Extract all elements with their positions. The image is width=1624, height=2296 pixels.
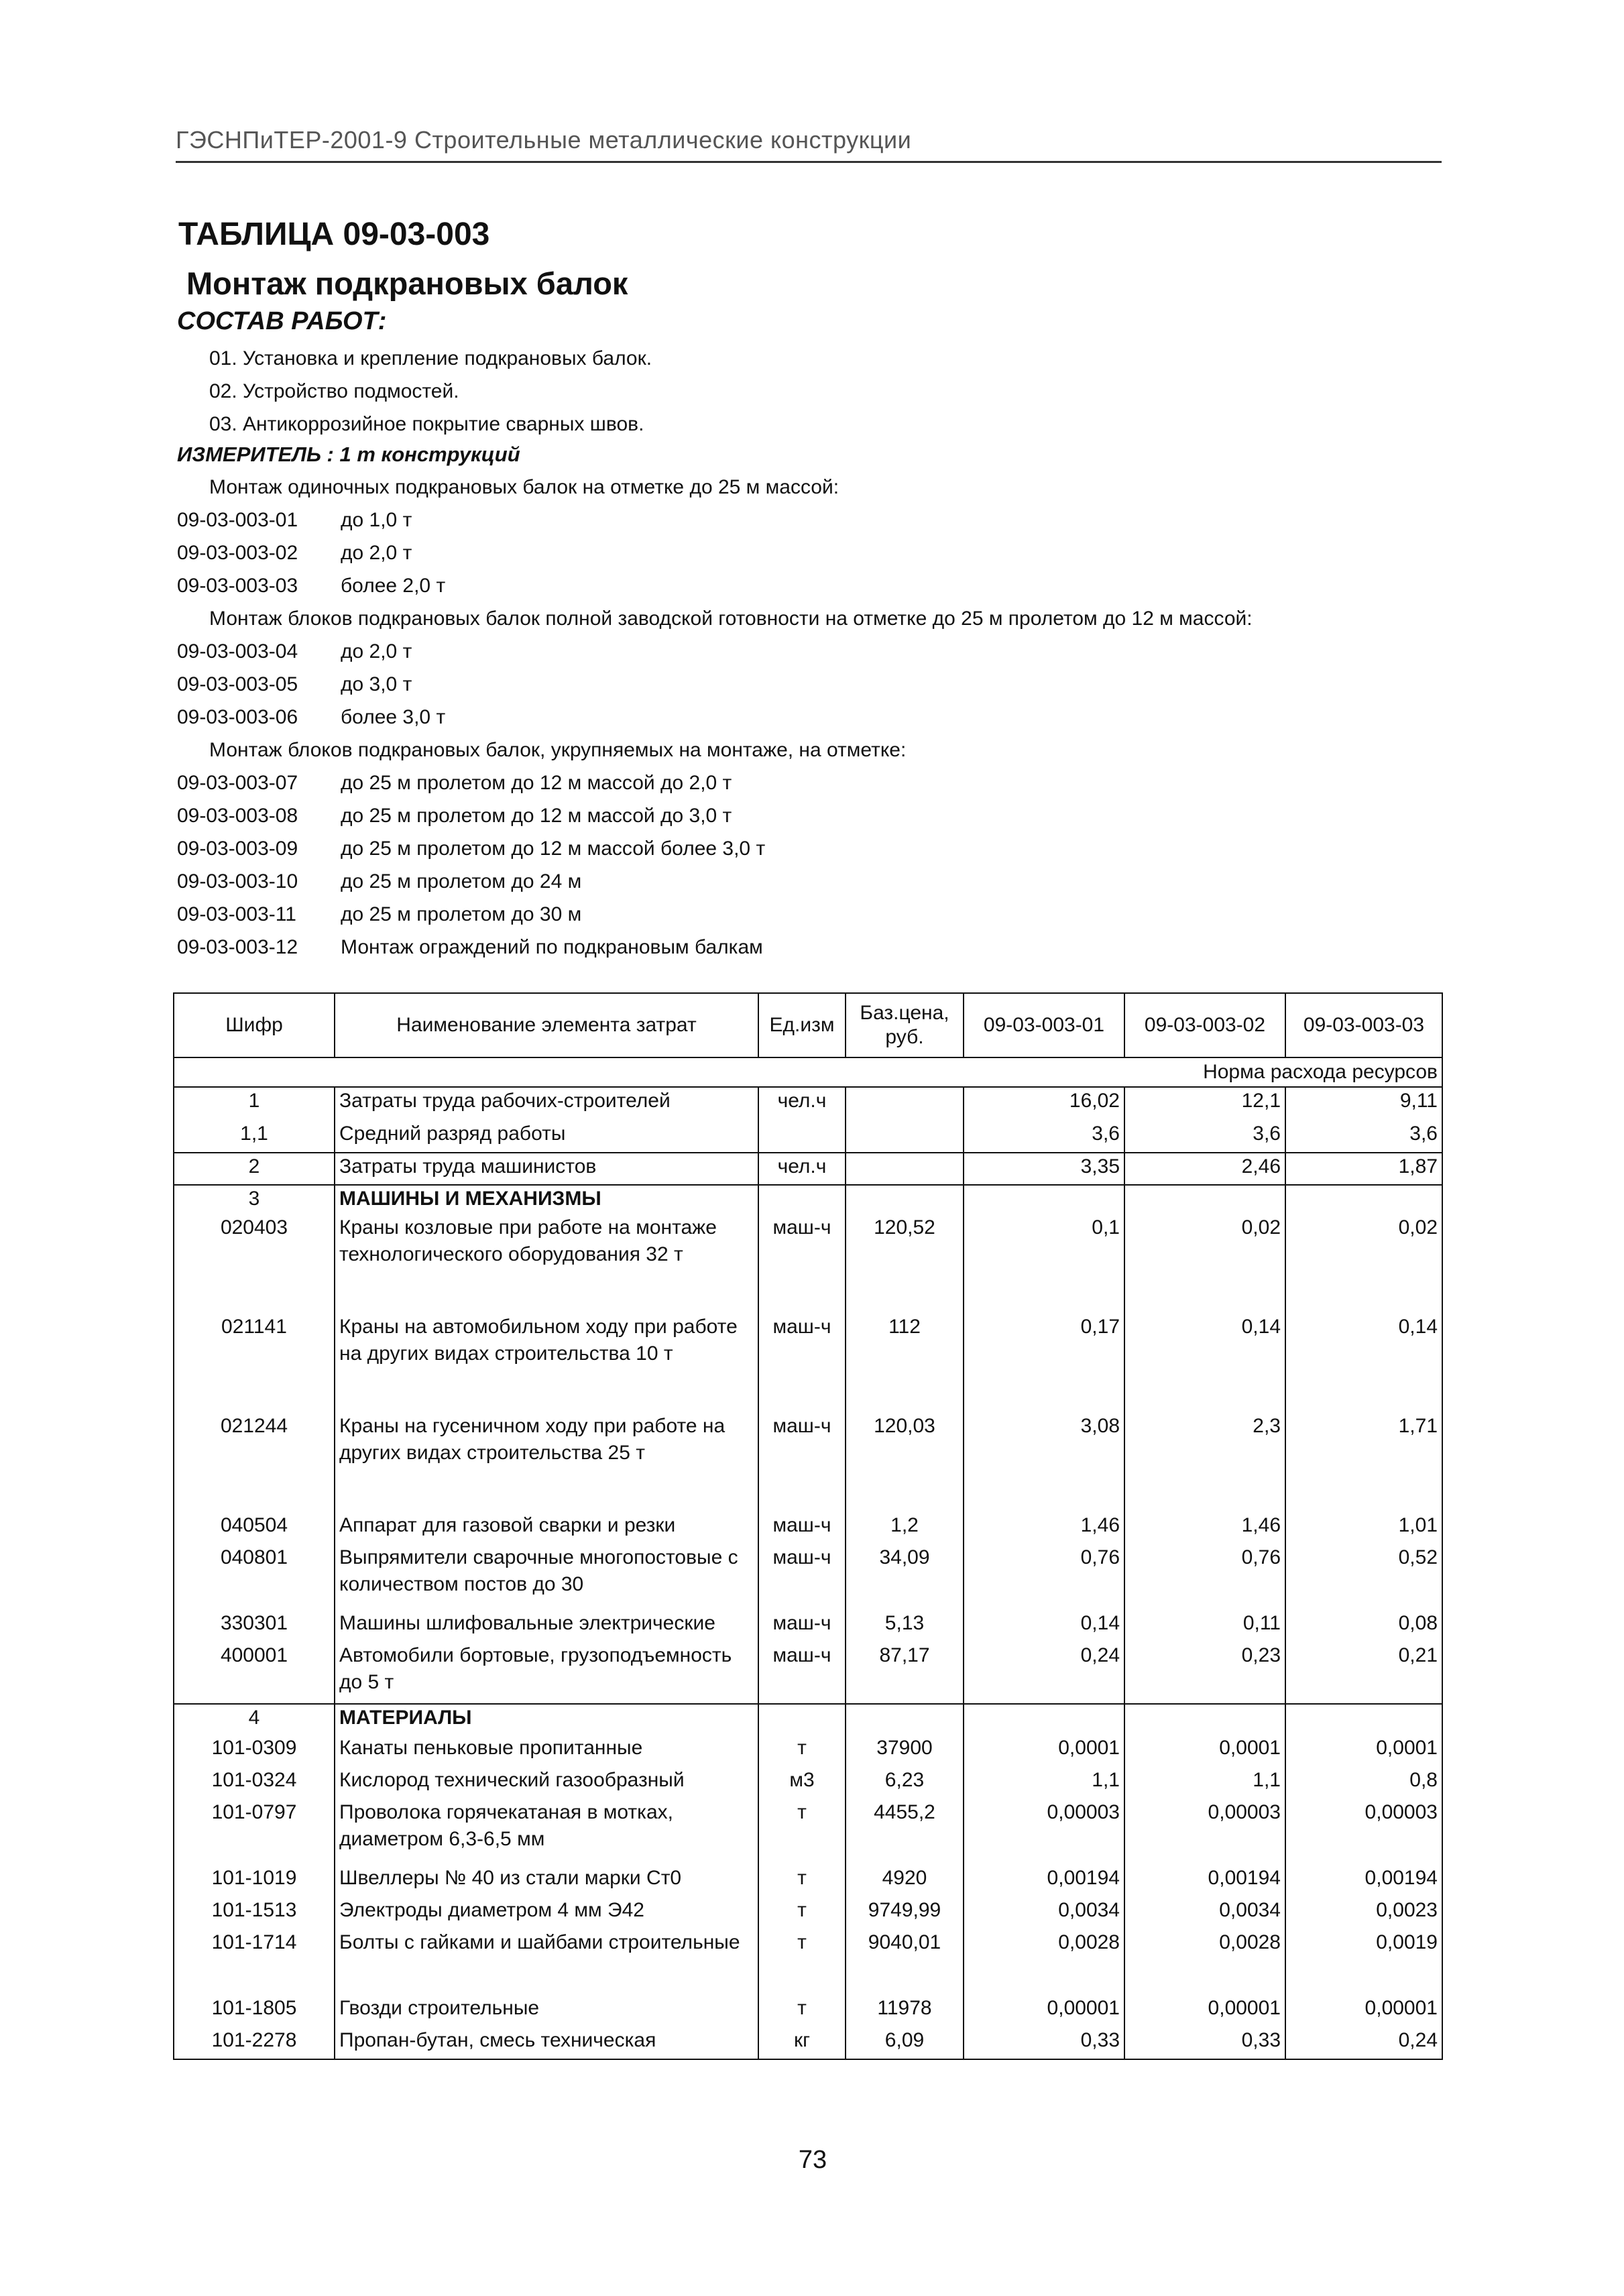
- row-v3: 0,00003: [1285, 1799, 1442, 1865]
- row-price: 37900: [846, 1735, 964, 1767]
- row-v3: 0,08: [1285, 1610, 1442, 1642]
- table-title: ТАБЛИЦА 09-03-003: [178, 217, 490, 252]
- row-price: 4920: [846, 1865, 964, 1897]
- row-name: Затраты труда машинистов: [335, 1153, 758, 1185]
- row-v1: 0,33: [964, 2027, 1124, 2059]
- item-code: 09-03-003-12: [177, 936, 298, 958]
- item-desc: до 25 м пролетом до 24 м: [341, 870, 582, 893]
- item-desc: до 25 м пролетом до 30 м: [341, 903, 582, 925]
- item-desc: до 2,0 т: [341, 640, 412, 663]
- item-code: 09-03-003-05: [177, 673, 298, 695]
- row-code: 101-1714: [174, 1929, 335, 1995]
- row-unit: маш-ч: [758, 1610, 846, 1642]
- row-v2: 2,3: [1124, 1413, 1285, 1512]
- row-price: 6,23: [846, 1767, 964, 1799]
- row-code: 021141: [174, 1314, 335, 1413]
- composition-label: СОСТАВ РАБОТ:: [177, 307, 387, 335]
- row-v3: 0,21: [1285, 1642, 1442, 1704]
- row-v3: 0,52: [1285, 1544, 1442, 1610]
- row-v3: 1,87: [1285, 1153, 1442, 1185]
- row-name: Машины шлифовальные электрические: [335, 1610, 758, 1642]
- running-header: ГЭСНПиТЕР-2001-9 Строительные металлические конструкции: [176, 126, 912, 154]
- group-heading: Монтаж одиночных подкрановых балок на отметке до 25 м массой:: [209, 476, 839, 498]
- col-header-c1: 09-03-003-01: [964, 993, 1124, 1057]
- item-desc: более 2,0 т: [341, 575, 446, 597]
- row-v1: 1,46: [964, 1512, 1124, 1544]
- row-price: 112: [846, 1314, 964, 1413]
- item-desc: до 3,0 т: [341, 673, 412, 695]
- row-unit: чел.ч: [758, 1153, 846, 1185]
- work-item: 02. Устройство подмостей.: [209, 380, 459, 402]
- row-v2: 0,23: [1124, 1642, 1285, 1704]
- row-v3: 9,11: [1285, 1087, 1442, 1121]
- section-code: 4: [174, 1704, 335, 1735]
- row-code: 1,1: [174, 1121, 335, 1153]
- row-unit: т: [758, 1929, 846, 1995]
- row-v1: 0,0001: [964, 1735, 1124, 1767]
- row-code: 400001: [174, 1642, 335, 1704]
- row-v1: 0,0028: [964, 1929, 1124, 1995]
- row-unit: [758, 1121, 846, 1153]
- row-unit: маш-ч: [758, 1214, 846, 1314]
- row-code: 040801: [174, 1544, 335, 1610]
- item-code: 09-03-003-03: [177, 575, 298, 597]
- row-price: 11978: [846, 1995, 964, 2027]
- row-v3: 0,00194: [1285, 1865, 1442, 1897]
- row-v3: 1,01: [1285, 1512, 1442, 1544]
- row-code: 101-1513: [174, 1897, 335, 1929]
- item-code: 09-03-003-08: [177, 805, 298, 827]
- row-unit: маш-ч: [758, 1544, 846, 1610]
- row-price: 120,52: [846, 1214, 964, 1314]
- row-v1: 3,35: [964, 1153, 1124, 1185]
- row-v1: 16,02: [964, 1087, 1124, 1121]
- row-name: Аппарат для газовой сварки и резки: [335, 1512, 758, 1544]
- section-title: МАШИНЫ И МЕХАНИЗМЫ: [335, 1185, 758, 1214]
- row-code: 101-1019: [174, 1865, 335, 1897]
- row-v3: 0,0019: [1285, 1929, 1442, 1995]
- row-price: 9749,99: [846, 1897, 964, 1929]
- row-v2: 1,46: [1124, 1512, 1285, 1544]
- row-unit: маш-ч: [758, 1512, 846, 1544]
- col-header-unit: Ед.изм: [758, 993, 846, 1057]
- row-code: 101-0309: [174, 1735, 335, 1767]
- item-desc: до 25 м пролетом до 12 м массой более 3,0 т: [341, 838, 766, 860]
- row-v3: 0,00001: [1285, 1995, 1442, 2027]
- row-price: [846, 1153, 964, 1185]
- row-code: 101-0324: [174, 1767, 335, 1799]
- row-code: 101-0797: [174, 1799, 335, 1865]
- row-name: Болты с гайками и шайбами строительные: [335, 1929, 758, 1995]
- group-heading: Монтаж блоков подкрановых балок, укрупняемых на монтаже, на отметке:: [209, 739, 907, 761]
- row-name: Гвозди строительные: [335, 1995, 758, 2027]
- row-v2: 0,33: [1124, 2027, 1285, 2059]
- row-v2: 0,02: [1124, 1214, 1285, 1314]
- row-v2: 2,46: [1124, 1153, 1285, 1185]
- row-v3: 1,71: [1285, 1413, 1442, 1512]
- row-name: Проволока горячекатаная в мотках, диаметром 6,3-6,5 мм: [335, 1799, 758, 1865]
- row-code: 040504: [174, 1512, 335, 1544]
- row-v2: 0,0034: [1124, 1897, 1285, 1929]
- item-code: 09-03-003-04: [177, 640, 298, 663]
- row-name: Канаты пеньковые пропитанные: [335, 1735, 758, 1767]
- row-v1: 3,08: [964, 1413, 1124, 1512]
- row-v2: 1,1: [1124, 1767, 1285, 1799]
- row-price: 9040,01: [846, 1929, 964, 1995]
- row-v3: 0,14: [1285, 1314, 1442, 1413]
- meter-label: ИЗМЕРИТЕЛЬ : 1 т конструкций: [177, 443, 520, 466]
- col-header-c2: 09-03-003-02: [1124, 993, 1285, 1057]
- row-name: Кислород технический газообразный: [335, 1767, 758, 1799]
- row-name: Средний разряд работы: [335, 1121, 758, 1153]
- page-number: 73: [798, 2146, 827, 2174]
- row-unit: чел.ч: [758, 1087, 846, 1121]
- row-v3: 3,6: [1285, 1121, 1442, 1153]
- row-code: 101-1805: [174, 1995, 335, 2027]
- resource-table: [173, 992, 1443, 2060]
- row-name: Пропан-бутан, смесь техническая: [335, 2027, 758, 2059]
- item-desc: до 25 м пролетом до 12 м массой до 3,0 т: [341, 805, 732, 827]
- item-code: 09-03-003-01: [177, 509, 298, 531]
- row-price: 1,2: [846, 1512, 964, 1544]
- col-header-code: Шифр: [174, 993, 335, 1057]
- row-unit: т: [758, 1897, 846, 1929]
- item-desc: до 25 м пролетом до 12 м массой до 2,0 т: [341, 772, 732, 794]
- row-price: 87,17: [846, 1642, 964, 1704]
- row-v1: 0,0034: [964, 1897, 1124, 1929]
- row-unit: маш-ч: [758, 1642, 846, 1704]
- row-v2: 0,14: [1124, 1314, 1285, 1413]
- item-code: 09-03-003-06: [177, 706, 298, 728]
- row-v2: 0,00001: [1124, 1995, 1285, 2027]
- row-price: [846, 1121, 964, 1153]
- work-item: 01. Установка и крепление подкрановых балок.: [209, 347, 652, 369]
- item-code: 09-03-003-07: [177, 772, 298, 794]
- row-v1: 0,1: [964, 1214, 1124, 1314]
- section-code: 3: [174, 1185, 335, 1214]
- row-v1: 0,14: [964, 1610, 1124, 1642]
- row-v1: 0,00003: [964, 1799, 1124, 1865]
- row-v3: 0,0001: [1285, 1735, 1442, 1767]
- norm-label: Норма расхода ресурсов: [174, 1057, 1442, 1087]
- section-title: МАТЕРИАЛЫ: [335, 1704, 758, 1735]
- row-price: 34,09: [846, 1544, 964, 1610]
- col-header-price: Баз.цена, руб.: [846, 993, 964, 1057]
- row-name: Швеллеры № 40 из стали марки Ст0: [335, 1865, 758, 1897]
- row-name: Затраты труда рабочих-строителей: [335, 1087, 758, 1121]
- row-unit: маш-ч: [758, 1413, 846, 1512]
- row-code: 101-2278: [174, 2027, 335, 2059]
- machines-rows: [174, 1185, 1442, 1704]
- row-name: Краны на гусеничном ходу при работе на других видах строительства 25 т: [335, 1413, 758, 1512]
- row-v1: 3,6: [964, 1121, 1124, 1153]
- row-price: [846, 1087, 964, 1121]
- labor-rows: [174, 1087, 1442, 1185]
- row-v1: 0,17: [964, 1314, 1124, 1413]
- row-v1: 0,00194: [964, 1865, 1124, 1897]
- row-v1: 0,76: [964, 1544, 1124, 1610]
- group-heading: Монтаж блоков подкрановых балок полной заводской готовности на отметке до 25 м пролетом до 12 м массой:: [209, 608, 1253, 630]
- row-unit: кг: [758, 2027, 846, 2059]
- row-v1: 0,00001: [964, 1995, 1124, 2027]
- item-code: 09-03-003-11: [177, 903, 296, 925]
- item-desc: Монтаж ограждений по подкрановым балкам: [341, 936, 763, 958]
- item-code: 09-03-003-09: [177, 838, 298, 860]
- row-unit: т: [758, 1995, 846, 2027]
- row-v2: 0,0001: [1124, 1735, 1285, 1767]
- row-v2: 0,76: [1124, 1544, 1285, 1610]
- row-code: 021244: [174, 1413, 335, 1512]
- item-desc: до 2,0 т: [341, 542, 412, 564]
- row-v3: 0,0023: [1285, 1897, 1442, 1929]
- item-desc: до 1,0 т: [341, 509, 412, 531]
- row-v2: 12,1: [1124, 1087, 1285, 1121]
- work-item: 03. Антикоррозийное покрытие сварных швов.: [209, 413, 644, 435]
- row-unit: м3: [758, 1767, 846, 1799]
- row-code: 330301: [174, 1610, 335, 1642]
- row-v2: 3,6: [1124, 1121, 1285, 1153]
- row-v2: 0,11: [1124, 1610, 1285, 1642]
- row-price: 120,03: [846, 1413, 964, 1512]
- row-price: 5,13: [846, 1610, 964, 1642]
- row-v2: 0,00194: [1124, 1865, 1285, 1897]
- col-header-c3: 09-03-003-03: [1285, 993, 1442, 1057]
- header-rule: [176, 161, 1442, 163]
- item-code: 09-03-003-10: [177, 870, 298, 893]
- row-v3: 0,24: [1285, 2027, 1442, 2059]
- row-unit: т: [758, 1865, 846, 1897]
- row-name: Краны на автомобильном ходу при работе на других видах строительства 10 т: [335, 1314, 758, 1413]
- row-v3: 0,8: [1285, 1767, 1442, 1799]
- row-name: Краны козловые при работе на монтаже технологического оборудования 32 т: [335, 1214, 758, 1314]
- item-code: 09-03-003-02: [177, 542, 298, 564]
- row-code: 2: [174, 1153, 335, 1185]
- row-v3: 0,02: [1285, 1214, 1442, 1314]
- item-desc: более 3,0 т: [341, 706, 446, 728]
- materials-rows: [174, 1704, 1442, 2059]
- row-name: Электроды диаметром 4 мм Э42: [335, 1897, 758, 1929]
- row-code: 1: [174, 1087, 335, 1121]
- row-unit: т: [758, 1799, 846, 1865]
- row-v2: 0,0028: [1124, 1929, 1285, 1995]
- row-price: 6,09: [846, 2027, 964, 2059]
- row-unit: т: [758, 1735, 846, 1767]
- table-subtitle: Монтаж подкрановых балок: [186, 266, 628, 301]
- col-header-name: Наименование элемента затрат: [335, 993, 758, 1057]
- row-unit: маш-ч: [758, 1314, 846, 1413]
- row-code: 020403: [174, 1214, 335, 1314]
- row-v2: 0,00003: [1124, 1799, 1285, 1865]
- row-name: Автомобили бортовые, грузоподъемность до 5 т: [335, 1642, 758, 1704]
- row-price: 4455,2: [846, 1799, 964, 1865]
- row-v1: 1,1: [964, 1767, 1124, 1799]
- row-v1: 0,24: [964, 1642, 1124, 1704]
- row-name: Выпрямители сварочные многопостовые с количеством постов до 30: [335, 1544, 758, 1610]
